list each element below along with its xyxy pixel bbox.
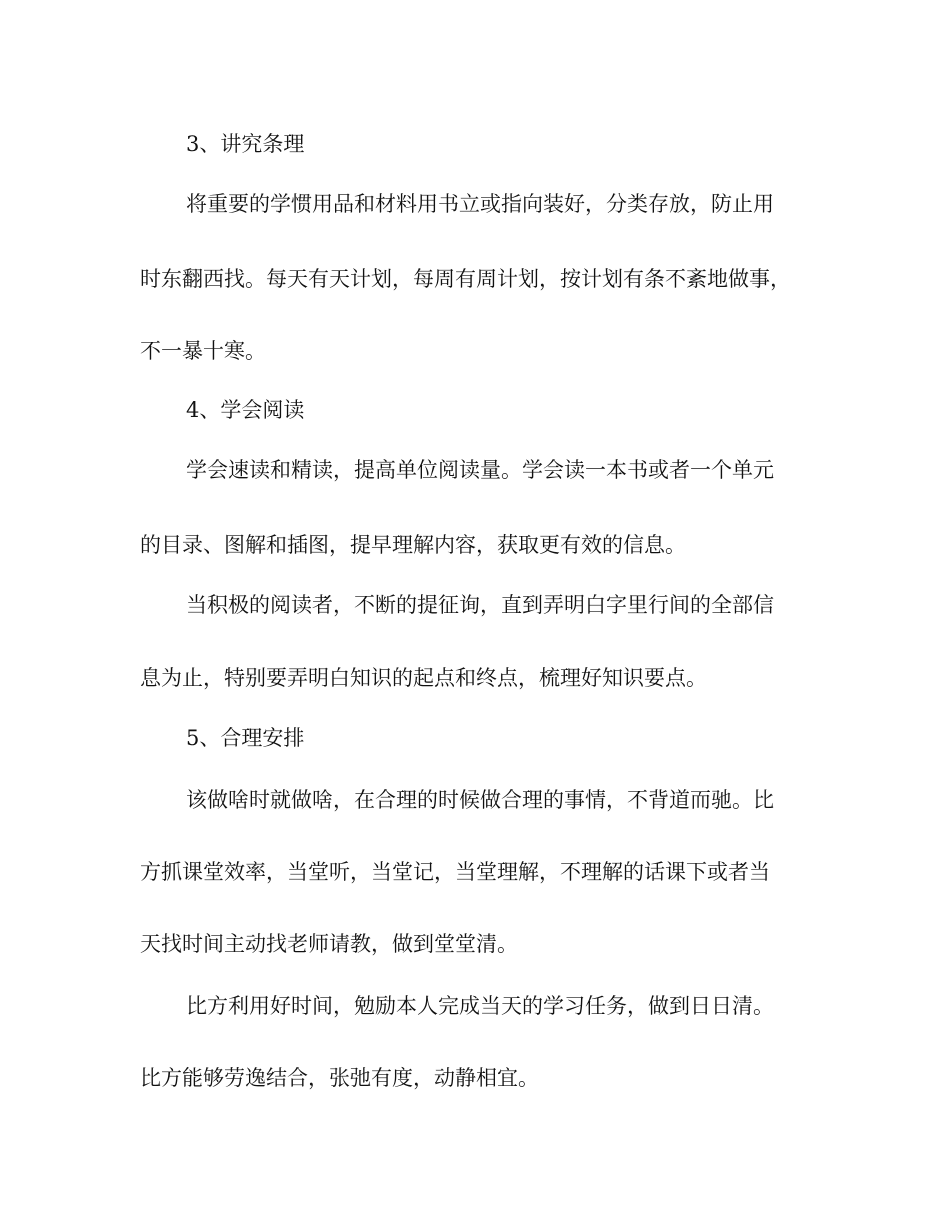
paragraph-line: 息为止，特别要弄明白知识的起点和终点，梳理好知识要点。 bbox=[140, 666, 707, 690]
paragraph-line: 天找时间主动找老师请教，做到堂堂清。 bbox=[140, 932, 518, 956]
paragraph-line: 学会速读和精读，提高单位阅读量。学会读一本书或者一个单元 bbox=[186, 458, 774, 482]
paragraph-line: 将重要的学惯用品和材料用书立或指向装好，分类存放，防止用 bbox=[186, 192, 774, 216]
section-heading-3: 3、讲究条理 bbox=[186, 132, 305, 156]
paragraph-line: 该做啥时就做啥，在合理的时候做合理的事情，不背道而驰。比 bbox=[186, 788, 774, 812]
paragraph-line: 不一暴十寒。 bbox=[140, 339, 266, 363]
section-heading-4: 4、学会阅读 bbox=[186, 398, 305, 422]
paragraph-line: 时东翻西找。每天有天计划，每周有周计划，按计划有条不紊地做事， bbox=[140, 267, 791, 291]
paragraph-line: 当积极的阅读者，不断的提征询，直到弄明白字里行间的全部信 bbox=[186, 593, 774, 617]
paragraph-line: 的目录、图解和插图，提早理解内容，获取更有效的信息。 bbox=[140, 533, 686, 557]
section-heading-5: 5、合理安排 bbox=[186, 726, 305, 750]
paragraph-line: 方抓课堂效率，当堂听，当堂记，当堂理解，不理解的话课下或者当 bbox=[140, 860, 770, 884]
paragraph-line: 比方利用好时间，勉励本人完成当天的学习任务，做到日日清。 bbox=[186, 994, 774, 1018]
paragraph-line: 比方能够劳逸结合，张弛有度，动静相宜。 bbox=[140, 1066, 539, 1090]
